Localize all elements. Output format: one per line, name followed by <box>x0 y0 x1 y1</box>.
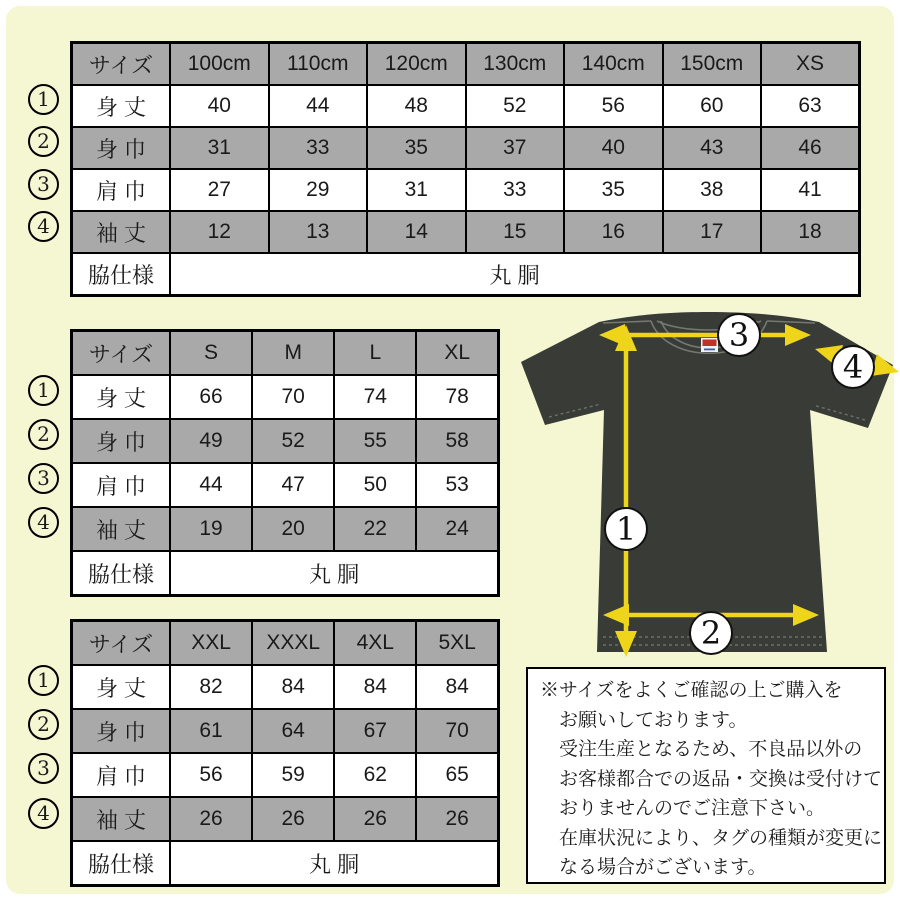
row-label-cell: 身 巾 <box>72 709 171 753</box>
value-cell: 61 <box>170 709 252 753</box>
value-cell: 53 <box>416 463 498 507</box>
value-cell: 40 <box>170 85 269 127</box>
value-cell: 44 <box>170 463 252 507</box>
row-marker-large-2: 2 <box>28 709 59 740</box>
size-header-cell: サイズ <box>72 43 171 86</box>
value-cell: 16 <box>564 211 663 253</box>
column-header-cell: S <box>170 331 252 376</box>
value-cell: 22 <box>334 507 416 551</box>
value-cell: 48 <box>367 85 466 127</box>
value-cell: 74 <box>334 375 416 419</box>
notice-line: 受注生産となるため、不良品以外の <box>559 739 863 760</box>
column-header-cell: XS <box>761 43 860 86</box>
marker-label-2: 2 <box>700 614 722 652</box>
notice-line: 在庫状況により、タグの種類が変更に <box>559 827 883 849</box>
footer-value-cell: 丸 胴 <box>170 841 499 886</box>
value-cell: 55 <box>334 419 416 463</box>
footer-label-cell: 脇仕様 <box>72 551 171 596</box>
row-label-cell: 身 丈 <box>72 85 171 127</box>
value-cell: 56 <box>564 85 663 127</box>
column-header-cell: 150cm <box>663 43 762 86</box>
row-marker-adult-4: 4 <box>28 507 59 538</box>
value-cell: 17 <box>663 211 762 253</box>
column-header-cell: 4XL <box>334 621 416 666</box>
value-cell: 26 <box>170 797 252 841</box>
value-cell: 35 <box>367 127 466 169</box>
value-cell: 66 <box>170 375 252 419</box>
column-header-cell: M <box>252 331 334 376</box>
size-table-kids <box>70 41 861 297</box>
value-cell: 64 <box>252 709 334 753</box>
footer-value-cell: 丸 胴 <box>170 551 499 596</box>
size-chart-canvas <box>6 6 894 894</box>
value-cell: 84 <box>416 665 498 709</box>
value-cell: 29 <box>269 169 368 211</box>
value-cell: 46 <box>761 127 860 169</box>
value-cell: 40 <box>564 127 663 169</box>
notice-line: ※サイズをよくご確認の上ご購入を <box>540 680 843 701</box>
value-cell: 50 <box>334 463 416 507</box>
value-cell: 67 <box>334 709 416 753</box>
value-cell: 60 <box>663 85 762 127</box>
value-cell: 24 <box>416 507 498 551</box>
column-header-cell: L <box>334 331 416 376</box>
value-cell: 84 <box>252 665 334 709</box>
value-cell: 37 <box>466 127 565 169</box>
value-cell: 63 <box>761 85 860 127</box>
purchase-notice-box <box>526 667 886 884</box>
size-header-cell: サイズ <box>72 621 171 666</box>
size-table-adult <box>70 329 500 597</box>
footer-label-cell: 脇仕様 <box>72 253 171 296</box>
value-cell: 13 <box>269 211 368 253</box>
value-cell: 47 <box>252 463 334 507</box>
row-marker-kids-2: 2 <box>28 126 59 157</box>
value-cell: 52 <box>466 85 565 127</box>
row-label-cell: 身 巾 <box>72 127 171 169</box>
value-cell: 33 <box>269 127 368 169</box>
row-marker-large-3: 3 <box>28 753 59 784</box>
value-cell: 33 <box>466 169 565 211</box>
notice-line: お願いしております。 <box>559 709 748 731</box>
value-cell: 62 <box>334 753 416 797</box>
column-header-cell: XXL <box>170 621 252 666</box>
row-marker-adult-3: 3 <box>28 463 59 494</box>
value-cell: 27 <box>170 169 269 211</box>
value-cell: 26 <box>252 797 334 841</box>
value-cell: 59 <box>252 753 334 797</box>
row-label-cell: 身 丈 <box>72 375 171 419</box>
body-length-arrow <box>624 347 629 635</box>
column-header-cell: 5XL <box>416 621 498 666</box>
value-cell: 31 <box>367 169 466 211</box>
footer-label-cell: 脇仕様 <box>72 841 171 886</box>
marker-label-4: 4 <box>842 348 864 386</box>
footer-value-cell: 丸 胴 <box>170 253 860 296</box>
value-cell: 65 <box>416 753 498 797</box>
row-marker-kids-4: 4 <box>28 211 59 242</box>
row-marker-adult-2: 2 <box>28 419 59 450</box>
neck-tag <box>701 338 718 352</box>
value-cell: 49 <box>170 419 252 463</box>
column-header-cell: XL <box>416 331 498 376</box>
column-header-cell: 130cm <box>466 43 565 86</box>
notice-line: お客様都合での返品・交換は受付けて <box>559 768 883 790</box>
row-label-cell: 肩 巾 <box>72 463 171 507</box>
column-header-cell: 110cm <box>269 43 368 86</box>
value-cell: 12 <box>170 211 269 253</box>
row-label-cell: 肩 巾 <box>72 753 171 797</box>
value-cell: 84 <box>334 665 416 709</box>
notice-line: なる場合がございます。 <box>559 857 767 878</box>
row-marker-large-4: 4 <box>28 798 59 829</box>
row-marker-adult-1: 1 <box>28 375 59 406</box>
column-header-cell: XXXL <box>252 621 334 666</box>
size-header-cell: サイズ <box>72 331 171 376</box>
row-label-cell: 身 巾 <box>72 419 171 463</box>
value-cell: 26 <box>416 797 498 841</box>
row-label-cell: 袖 丈 <box>72 797 171 841</box>
value-cell: 58 <box>416 419 498 463</box>
value-cell: 20 <box>252 507 334 551</box>
kids-size-table-container <box>70 41 861 297</box>
row-label-cell: 袖 丈 <box>72 211 171 253</box>
row-marker-large-1: 1 <box>28 665 59 696</box>
value-cell: 78 <box>416 375 498 419</box>
value-cell: 56 <box>170 753 252 797</box>
value-cell: 44 <box>269 85 368 127</box>
value-cell: 18 <box>761 211 860 253</box>
marker-label-3: 3 <box>728 316 750 354</box>
column-header-cell: 140cm <box>564 43 663 86</box>
tshirt-measurement-diagram <box>511 309 900 663</box>
value-cell: 70 <box>416 709 498 753</box>
shoulder-width-arrow <box>621 333 789 338</box>
value-cell: 41 <box>761 169 860 211</box>
row-marker-kids-1: 1 <box>28 84 59 115</box>
adult-size-table-container <box>70 329 500 597</box>
column-header-cell: 100cm <box>170 43 269 86</box>
notice-line: おりませんのでご注意下さい。 <box>559 798 826 819</box>
row-marker-kids-3: 3 <box>28 169 59 200</box>
value-cell: 35 <box>564 169 663 211</box>
column-header-cell: 120cm <box>367 43 466 86</box>
value-cell: 38 <box>663 169 762 211</box>
marker-label-1: 1 <box>615 510 637 548</box>
value-cell: 31 <box>170 127 269 169</box>
value-cell: 19 <box>170 507 252 551</box>
row-label-cell: 身 丈 <box>72 665 171 709</box>
value-cell: 26 <box>334 797 416 841</box>
row-label-cell: 肩 巾 <box>72 169 171 211</box>
value-cell: 70 <box>252 375 334 419</box>
value-cell: 43 <box>663 127 762 169</box>
value-cell: 82 <box>170 665 252 709</box>
value-cell: 52 <box>252 419 334 463</box>
large-size-table-container <box>70 619 500 887</box>
value-cell: 14 <box>367 211 466 253</box>
value-cell: 15 <box>466 211 565 253</box>
row-label-cell: 袖 丈 <box>72 507 171 551</box>
size-table-large <box>70 619 500 887</box>
